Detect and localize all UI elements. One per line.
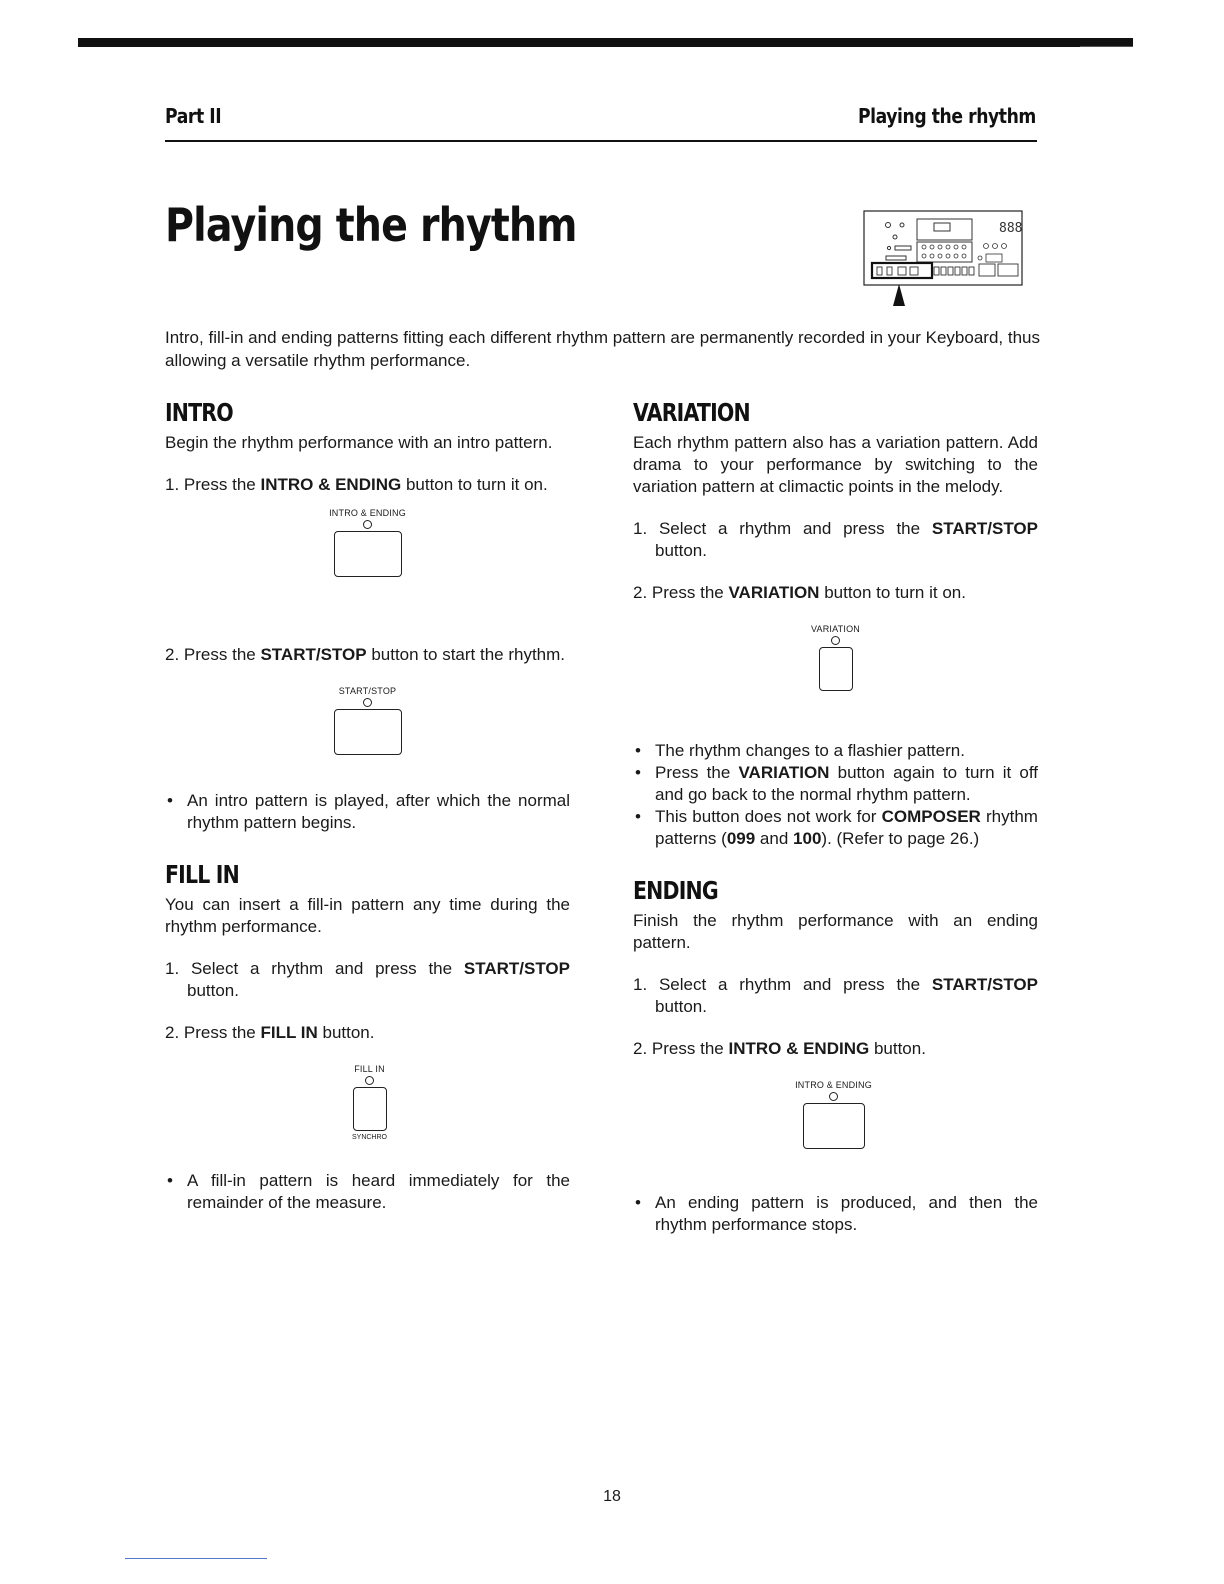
running-header-title: Playing the rhythm <box>858 104 1036 128</box>
footer-link-line <box>125 1558 267 1559</box>
ending-button-label: INTRO & ENDING <box>795 1080 872 1090</box>
variation-step-2: 2. Press the VARIATION button to turn it on. <box>633 583 966 602</box>
led-indicator-icon <box>829 1092 838 1101</box>
variation-section <box>633 398 1038 850</box>
intro-step-1: 1. Press the INTRO & ENDING button to turn it on. <box>165 475 548 494</box>
variation-step-1: 1. Select a rhythm and press the START/STOP button. <box>633 519 1038 560</box>
intro-section <box>165 398 570 834</box>
ending-description: Finish the rhythm performance with an ending pattern. <box>633 911 1038 952</box>
led-indicator-icon <box>365 1076 374 1085</box>
ending-bullet: • An ending pattern is produced, and then the rhythm performance stops. <box>633 1192 1038 1236</box>
variation-button <box>819 647 853 691</box>
top-border-thin <box>1080 46 1133 47</box>
intro-ending-button <box>334 531 402 577</box>
intro-ending-button-figure <box>308 508 428 612</box>
fill-in-description: You can insert a fill-in pattern any time during the rhythm performance. <box>165 895 570 936</box>
page-number: 18 <box>603 1488 621 1505</box>
variation-bullet-2: • Press the VARIATION button again to turn it off and go back to the normal rhythm pattern. <box>633 762 1038 806</box>
ending-section <box>633 876 1038 1236</box>
start-stop-button-label: START/STOP <box>338 686 397 696</box>
ending-step-1: 1. Select a rhythm and press the START/STOP button. <box>633 975 1038 1016</box>
intro-step-2: 2. Press the START/STOP button to start the rhythm. <box>165 645 566 664</box>
fill-in-bullet: • A fill-in pattern is heard immediately for the remainder of the measure. <box>165 1170 570 1214</box>
led-indicator-icon <box>363 698 372 707</box>
panel-display-text: 888 <box>999 221 1023 236</box>
ending-intro-ending-button-figure <box>774 1080 894 1174</box>
led-indicator-icon <box>363 520 372 529</box>
fill-in-button <box>353 1087 387 1131</box>
variation-description: Each rhythm pattern also has a variation pattern. Add drama to your performance by switching to the variation pattern at climactic points in the melody. <box>633 433 1038 496</box>
keyboard-panel-illustration <box>862 210 1024 310</box>
variation-button-label: VARIATION <box>811 624 860 634</box>
intro-bullet: • An intro pattern is played, after which the normal rhythm pattern begins. <box>165 790 570 834</box>
synchro-label: SYNCHRO <box>351 1134 387 1141</box>
panel-diagram-icon <box>862 210 1024 310</box>
intro-description: Begin the rhythm performance with an intro pattern. <box>165 433 553 452</box>
top-border-bar <box>78 38 1133 47</box>
intro-paragraph: Intro, fill-in and ending patterns fitting each different rhythm pattern are permanently recorded in your Keyboard, thus allowing a versatile rhythm performance. <box>165 328 1040 370</box>
fill-in-button-label: FILL IN <box>354 1064 385 1074</box>
ending-intro-ending-button <box>803 1103 865 1149</box>
intro-heading: INTRO <box>165 398 233 427</box>
led-indicator-icon <box>831 636 840 645</box>
start-stop-button-figure <box>308 686 428 782</box>
start-stop-button <box>334 709 402 755</box>
right-column <box>633 398 1038 1236</box>
variation-bullet-3: • This button does not work for COMPOSER rhythm patterns (099 and 100). (Refer to page 26.) <box>633 806 1038 850</box>
header-rule <box>165 140 1037 142</box>
variation-heading: VARIATION <box>633 398 750 427</box>
fill-in-section <box>165 860 570 1214</box>
variation-button-figure <box>791 624 881 728</box>
ending-heading: ENDING <box>633 876 718 905</box>
intro-ending-button-label: INTRO & ENDING <box>329 508 406 518</box>
left-column <box>165 398 570 1214</box>
fill-in-step-1: 1. Select a rhythm and press the START/STOP button. <box>165 959 570 1000</box>
fill-in-button-figure <box>330 1064 410 1160</box>
ending-step-2: 2. Press the INTRO & ENDING button. <box>633 1039 926 1058</box>
running-header-part: Part II <box>165 104 222 128</box>
fill-in-step-2: 2. Press the FILL IN button. <box>165 1023 375 1042</box>
page-title: Playing the rhythm <box>165 198 577 252</box>
fill-in-heading: FILL IN <box>165 860 239 889</box>
variation-bullet-1: • The rhythm changes to a flashier pattern. <box>633 740 1038 762</box>
